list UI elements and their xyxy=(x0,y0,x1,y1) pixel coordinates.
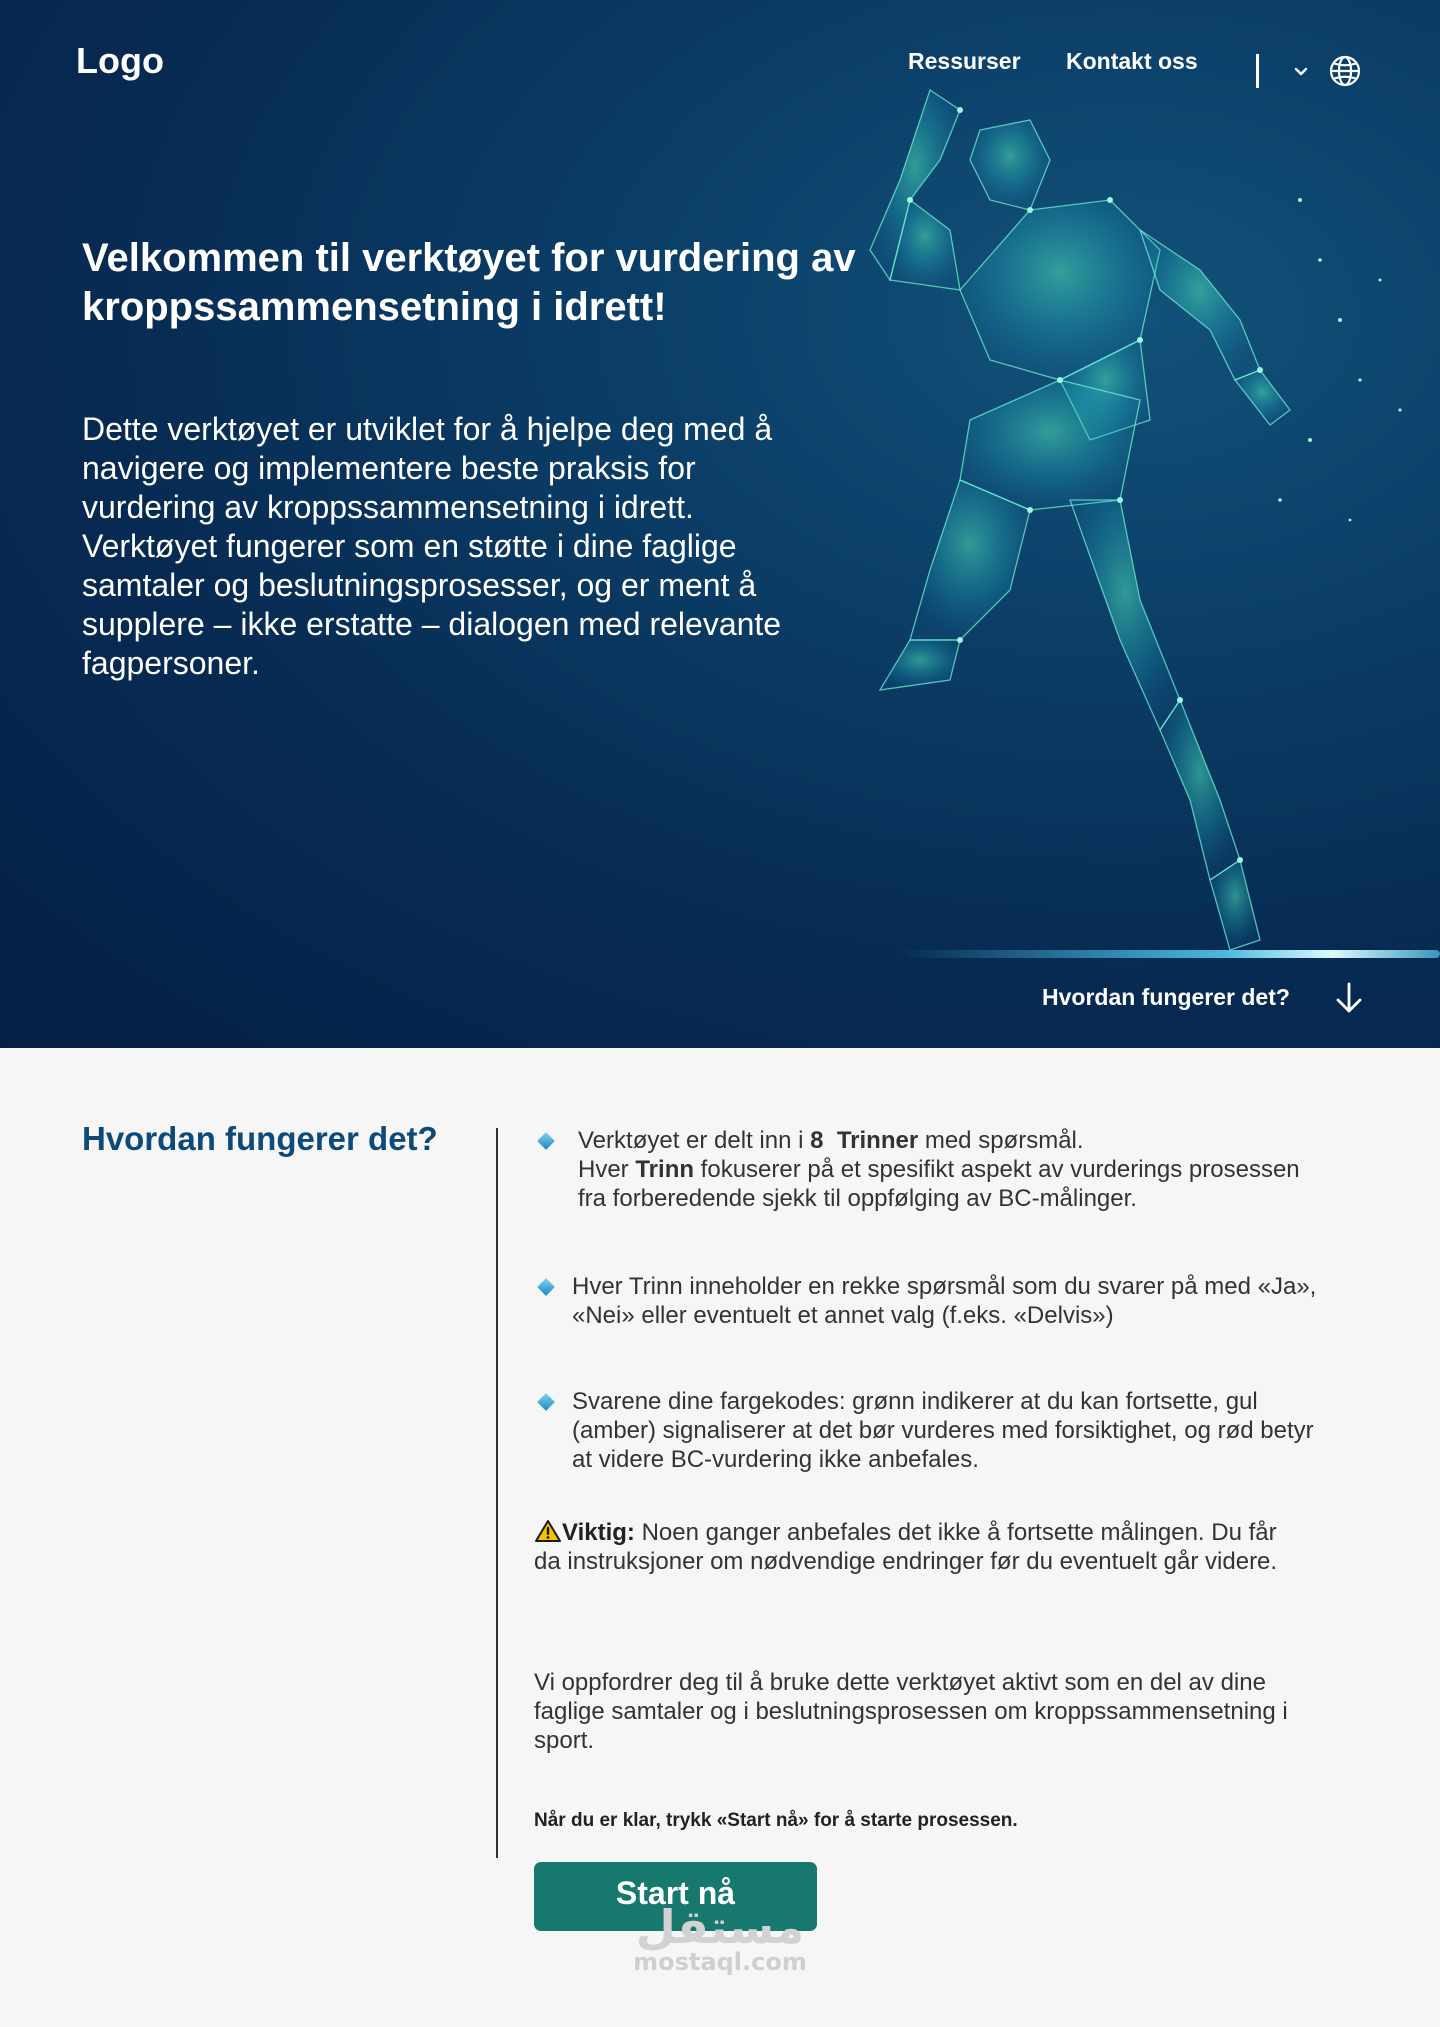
encourage-text: Vi oppfordrer deg til å bruke dette verktøyet aktivt som en del av dine faglige samtaler og i beslutningsprosessen om kroppssammensetning i sport. xyxy=(534,1669,1288,1754)
hero-title: Velkommen til verktøyet for vurdering av kroppssammensetning i idrett! xyxy=(82,236,856,329)
bullet-text: Hver Trinn inneholder en rekke spørsmål som du svarer på med «Ja», «Nei» eller eventuelt et annet valg (f.eks. «Delvis») xyxy=(572,1273,1317,1329)
watermark-latin: mostaql.com xyxy=(633,1948,807,1976)
ready-prompt: Når du er klar, trykk «Start nå» for å starte prosessen. xyxy=(534,1810,1018,1831)
nav-resources[interactable]: Ressurser xyxy=(908,48,1021,74)
watermark xyxy=(630,1900,810,1976)
important-note xyxy=(534,1518,1294,1576)
hero-description: Dette verktøyet er utviklet for å hjelpe deg med å navigere og implementere beste praksis for vurdering av kroppssammensetning i idrett. Verktøyet fungerer som en støtte i dine faglige samtaler og beslutningsprosesser, og er ment å supplere – ikke erstatte – dialogen med relevante fagpersoner. xyxy=(82,411,782,681)
important-label: Viktig: xyxy=(562,1519,635,1546)
polygon-runner-illustration xyxy=(840,80,1440,960)
important-text: Noen ganger anbefales det ikke å fortsette målingen. Du får da instruksjoner om nødvendige endringer før du eventuelt går videre. xyxy=(534,1519,1278,1575)
info-bullet-colors xyxy=(538,1387,1328,1474)
nav-contact[interactable]: Kontakt oss xyxy=(1066,48,1198,74)
watermark-arabic: مستقل xyxy=(635,1900,805,1954)
chevron-down-icon[interactable] xyxy=(1290,60,1312,82)
how-it-works-link[interactable]: Hvordan fungerer det? xyxy=(1042,984,1290,1010)
bullet-text: Verktøyet er delt inn i 8 Trinner med spørsmål. Hver Trinn fokuserer på et spesifikt aspekt av vurderings prosessen fra forberedende sjekk til oppfølging av BC-målinger. xyxy=(578,1127,1300,1212)
bullet-text: Svarene dine fargekodes: grønn indikerer at du kan fortsette, gul (amber) signaliserer at det bør vurderes med forsiktighet, og rød betyr at videre BC-vurdering ikke anbefales. xyxy=(572,1388,1314,1473)
logo[interactable]: Logo xyxy=(76,40,164,81)
vertical-divider xyxy=(496,1128,498,1858)
warning-icon xyxy=(534,1519,562,1543)
section-title: Hvordan fungerer det? xyxy=(82,1120,438,1157)
start-now-button[interactable]: Start nå xyxy=(534,1862,817,1931)
arrow-down-icon[interactable] xyxy=(1332,980,1366,1016)
glow-floor-line xyxy=(900,950,1440,958)
info-bullet-steps xyxy=(538,1126,1328,1213)
info-bullet-questions xyxy=(538,1272,1328,1330)
